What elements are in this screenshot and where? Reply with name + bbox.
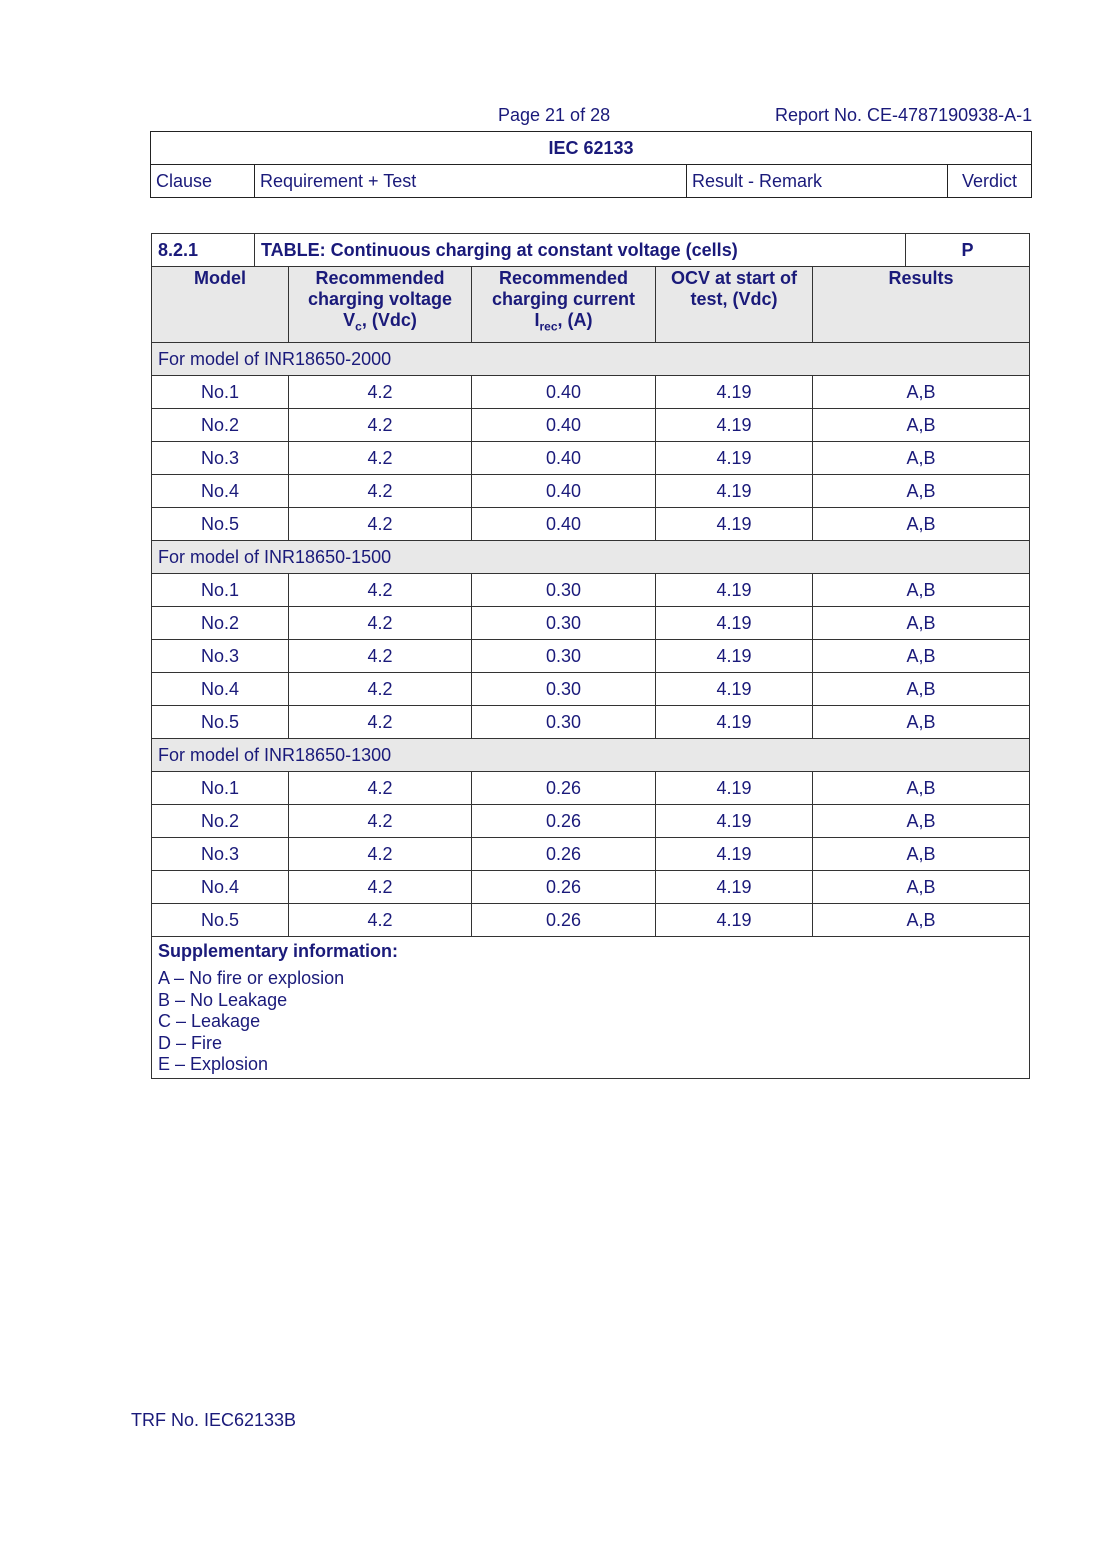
cell-results: A,B (813, 838, 1030, 871)
cell-current: 0.30 (472, 673, 656, 706)
report-number: Report No. CE-4787190938-A-1 (775, 105, 1033, 125)
cell-voltage: 4.2 (289, 871, 472, 904)
supplementary-info (152, 937, 1030, 1079)
table-row (152, 409, 1030, 442)
col-results: Results (813, 267, 1030, 343)
trf-number: TRF No. IEC62133B (131, 1410, 297, 1430)
cell-ocv: 4.19 (656, 838, 813, 871)
table-row (152, 772, 1030, 805)
cell-current: 0.40 (472, 442, 656, 475)
col-model: Model (152, 267, 289, 343)
cell-ocv: 4.19 (656, 409, 813, 442)
cell-model: No.4 (152, 871, 289, 904)
cell-results: A,B (813, 904, 1030, 937)
cell-results: A,B (813, 772, 1030, 805)
table-row (152, 640, 1030, 673)
cell-ocv: 4.19 (656, 376, 813, 409)
cell-current: 0.26 (472, 904, 656, 937)
cell-ocv: 4.19 (656, 607, 813, 640)
model-group-label: For model of INR18650-1300 (152, 739, 1030, 772)
cell-voltage: 4.2 (289, 904, 472, 937)
cell-results: A,B (813, 673, 1030, 706)
cell-current: 0.30 (472, 607, 656, 640)
supplementary-line: C – Leakage (158, 1011, 261, 1031)
cell-current: 0.40 (472, 409, 656, 442)
cell-current: 0.26 (472, 871, 656, 904)
cell-model: No.1 (152, 376, 289, 409)
table-clause: 8.2.1 (152, 234, 255, 267)
col-current-label: Recommended charging current (491, 268, 636, 309)
model-group-label: For model of INR18650-1500 (152, 541, 1030, 574)
table-row (152, 673, 1030, 706)
cell-voltage: 4.2 (289, 607, 472, 640)
standard-header-table (150, 131, 1032, 198)
cell-results: A,B (813, 574, 1030, 607)
header-result: Result - Remark (687, 165, 948, 198)
header-requirement: Requirement + Test (255, 165, 687, 198)
col-voltage-unit: , (Vdc) (361, 310, 417, 330)
table-row (152, 475, 1030, 508)
table-verdict: P (906, 234, 1030, 267)
cell-current: 0.26 (472, 838, 656, 871)
cell-voltage: 4.2 (289, 838, 472, 871)
cell-voltage: 4.2 (289, 574, 472, 607)
header-clause: Clause (151, 165, 255, 198)
model-group-row (152, 541, 1030, 574)
col-voltage (289, 267, 472, 343)
cell-voltage: 4.2 (289, 640, 472, 673)
cell-ocv: 4.19 (656, 772, 813, 805)
cell-model: No.2 (152, 805, 289, 838)
cell-current: 0.30 (472, 640, 656, 673)
supplementary-line: B – No Leakage (158, 989, 288, 1010)
cell-ocv: 4.19 (656, 673, 813, 706)
standard-title: IEC 62133 (151, 132, 1032, 165)
cell-results: A,B (813, 607, 1030, 640)
cell-model: No.5 (152, 508, 289, 541)
cell-current: 0.30 (472, 706, 656, 739)
col-voltage-symbol: V (343, 310, 356, 330)
cell-ocv: 4.19 (656, 508, 813, 541)
cell-model: No.5 (152, 904, 289, 937)
cell-voltage: 4.2 (289, 376, 472, 409)
col-current (472, 267, 656, 343)
cell-model: No.1 (152, 574, 289, 607)
cell-results: A,B (813, 640, 1030, 673)
col-voltage-sub: c (355, 319, 362, 334)
cell-ocv: 4.19 (656, 904, 813, 937)
col-current-unit: , (A) (557, 310, 593, 330)
table-row (152, 376, 1030, 409)
cell-current: 0.30 (472, 574, 656, 607)
cell-ocv: 4.19 (656, 706, 813, 739)
cell-model: No.5 (152, 706, 289, 739)
cell-ocv: 4.19 (656, 475, 813, 508)
cell-voltage: 4.2 (289, 805, 472, 838)
supplementary-line: E – Explosion (158, 1054, 269, 1074)
cell-model: No.3 (152, 838, 289, 871)
table-row (152, 805, 1030, 838)
cell-voltage: 4.2 (289, 409, 472, 442)
cell-current: 0.40 (472, 376, 656, 409)
cell-model: No.3 (152, 640, 289, 673)
cell-voltage: 4.2 (289, 772, 472, 805)
cell-model: No.3 (152, 442, 289, 475)
table-row (152, 442, 1030, 475)
cell-ocv: 4.19 (656, 442, 813, 475)
cell-results: A,B (813, 475, 1030, 508)
table-row (152, 607, 1030, 640)
cell-results: A,B (813, 871, 1030, 904)
cell-model: No.4 (152, 673, 289, 706)
table-row (152, 838, 1030, 871)
cell-voltage: 4.2 (289, 706, 472, 739)
cell-model: No.1 (152, 772, 289, 805)
cell-current: 0.26 (472, 805, 656, 838)
table-row (152, 508, 1030, 541)
cell-results: A,B (813, 508, 1030, 541)
col-voltage-label: Recommended charging voltage (307, 268, 453, 309)
cell-voltage: 4.2 (289, 508, 472, 541)
cell-model: No.4 (152, 475, 289, 508)
cell-ocv: 4.19 (656, 805, 813, 838)
table-row (152, 574, 1030, 607)
cell-results: A,B (813, 706, 1030, 739)
col-ocv: OCV at start of test, (Vdc) (656, 267, 813, 343)
cell-voltage: 4.2 (289, 475, 472, 508)
table-title: TABLE: Continuous charging at constant voltage (cells) (255, 234, 906, 267)
supplementary-line: D – Fire (158, 1032, 223, 1053)
cell-model: No.2 (152, 607, 289, 640)
table-row (152, 904, 1030, 937)
table-row (152, 706, 1030, 739)
cell-ocv: 4.19 (656, 871, 813, 904)
model-group-row (152, 343, 1030, 376)
supplementary-line: A – No fire or explosion (158, 968, 345, 988)
cell-results: A,B (813, 805, 1030, 838)
supplementary-title: Supplementary information: (158, 941, 399, 961)
page-number: Page 21 of 28 (498, 105, 611, 125)
cell-model: No.2 (152, 409, 289, 442)
cell-current: 0.26 (472, 772, 656, 805)
model-group-label: For model of INR18650-2000 (152, 343, 1030, 376)
cell-results: A,B (813, 442, 1030, 475)
cell-current: 0.40 (472, 508, 656, 541)
supplementary-row (152, 937, 1030, 1079)
continuous-charging-table (151, 233, 1030, 1079)
cell-ocv: 4.19 (656, 574, 813, 607)
model-group-row (152, 739, 1030, 772)
cell-current: 0.40 (472, 475, 656, 508)
cell-voltage: 4.2 (289, 673, 472, 706)
header-verdict: Verdict (948, 165, 1032, 198)
cell-voltage: 4.2 (289, 442, 472, 475)
table-row (152, 871, 1030, 904)
cell-results: A,B (813, 409, 1030, 442)
col-current-symbol: I (534, 310, 540, 330)
cell-ocv: 4.19 (656, 640, 813, 673)
col-current-sub: rec (539, 319, 558, 334)
cell-results: A,B (813, 376, 1030, 409)
